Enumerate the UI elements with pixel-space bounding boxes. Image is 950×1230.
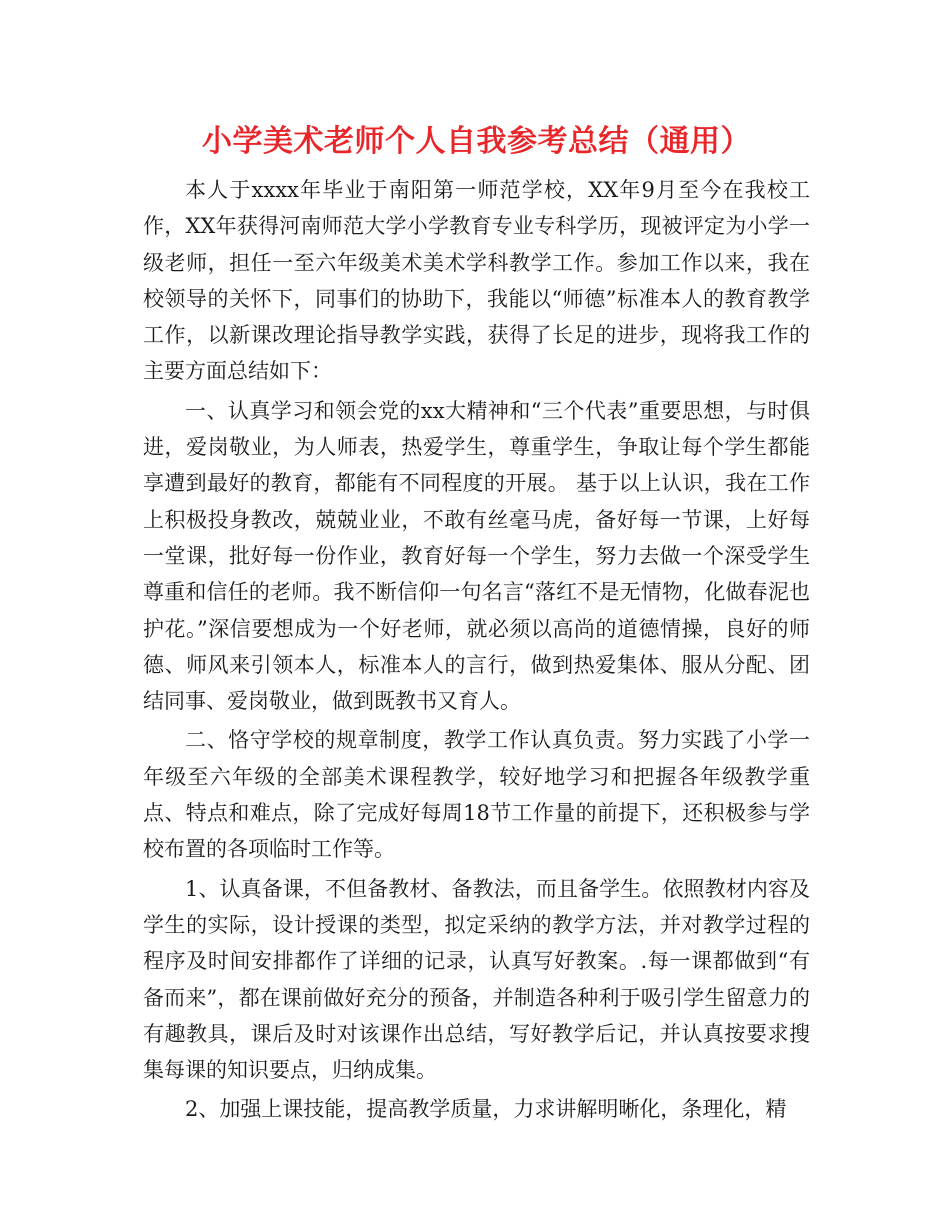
- paragraph-section-1: 一、认真学习和领会党的xx大精神和“三个代表”重要思想，与时俱进，爱岗敬业，为人师表，热爱学生，尊重学生，争取让每个学生都能享遭到最好的教育，都能有不同程度的开展。 基于以上认识，我在工作上积极投身教改，兢兢业业，不敢有丝毫马虎，备好每一节课，上好每一堂课，批好每一份作业，教育好每一个学生，努力去做一个深受学生尊重和信任的老师。我不断信仰一句名言“落红不是无情物，化做春泥也护花。”深信要想成为一个好老师，就必须以高尚的道德情操，良好的师德、师风来引领本人，标准本人的言行，做到热爱集体、服从分配、团结同事、爱岗敬业，做到既教书又育人。: [143, 398, 810, 714]
- paragraph-item-1: 1、认真备课，不但备教材、备教法，而且备学生。依照教材内容及学生的实际，设计授课的类型，拟定采纳的教学方法，并对教学过程的程序及时间安排都作了详细的记录，认真写好教案。.每一课都做到“有备而来”，都在课前做好充分的预备，并制造各种利于吸引学生留意力的有趣教具，课后及时对该课作出总结，写好教学后记，并认真按要求搜集每课的知识要点，归纳成集。: [143, 876, 810, 1083]
- paragraph-section-2: 二、恪守学校的规章制度，教学工作认真负责。努力实践了小学一年级至六年级的全部美术课程教学，较好地学习和把握各年级教学重点、特点和难点，除了完成好每周18节工作量的前提下，还积极参与学校布置的各项临时工作等。: [143, 728, 810, 862]
- paragraph-item-2: 2、加强上课技能，提高教学质量，力求讲解明晰化，条理化，精: [185, 1097, 787, 1122]
- paragraph-intro: 本人于xxxx年毕业于南阳第一师范学校，XX年9月至今在我校工作，XX年获得河南师范大学小学教育专业专科学历，现被评定为小学一级老师，担任一至六年级美术美术学科教学工作。参加工作以来，我在校领导的关怀下，同事们的协助下，我能以“师德”标准本人的教育教学工作，以新课改理论指导教学实践，获得了长足的进步，现将我工作的主要方面总结如下：: [143, 178, 810, 384]
- document-title: 小学美术老师个人自我参考总结（通用）: [202, 124, 751, 159]
